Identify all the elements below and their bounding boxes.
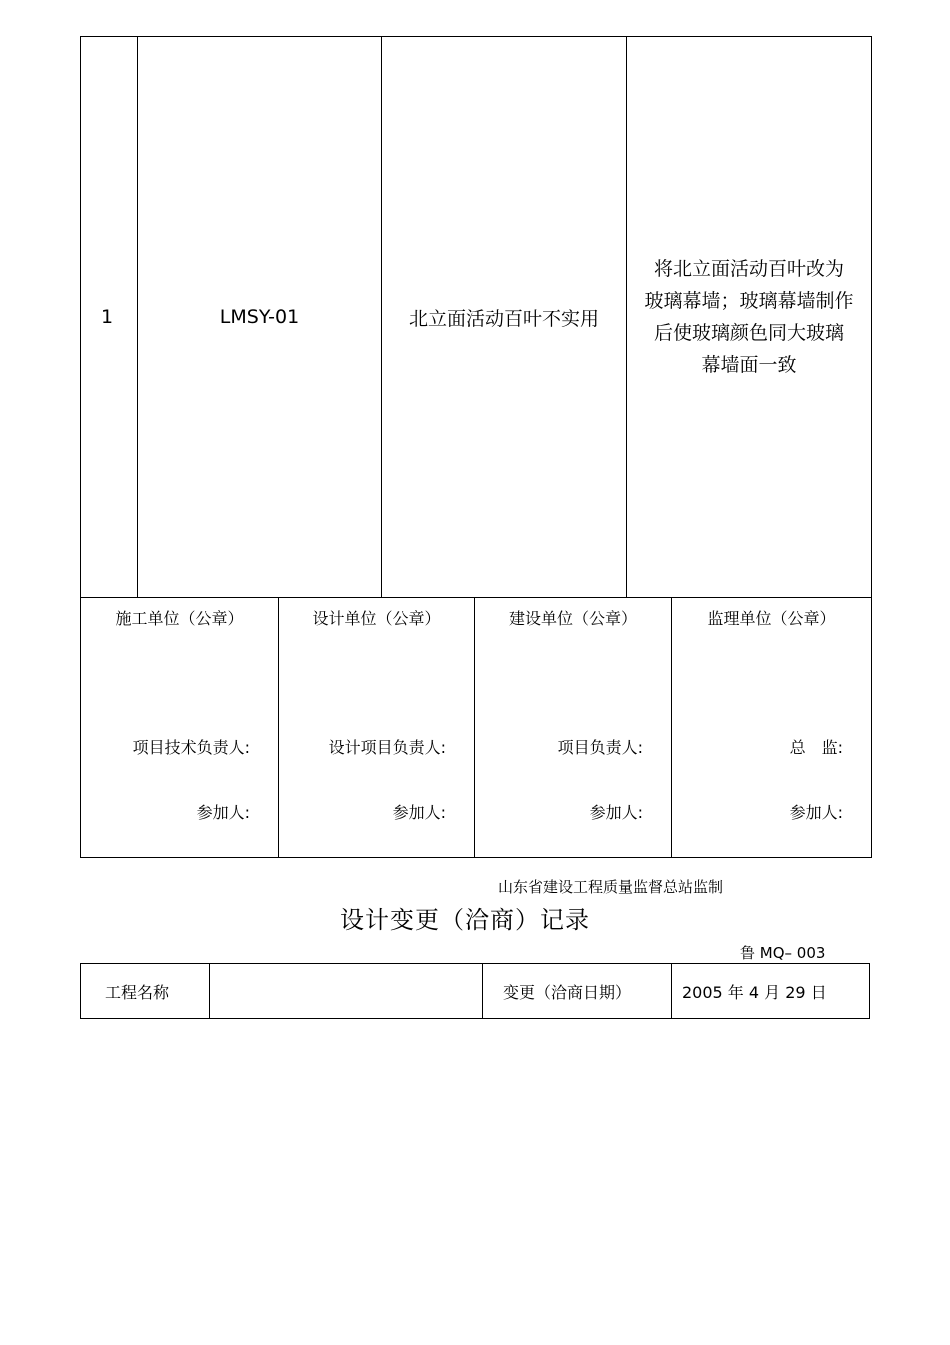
change-date-label: 变更（洽商日期） xyxy=(483,964,672,1019)
project-name-field[interactable] xyxy=(210,964,483,1019)
unit-seal-label: 施工单位（公章） xyxy=(115,609,244,628)
signature-cell-owner xyxy=(475,598,672,858)
change-issue: 北立面活动百叶不实用 xyxy=(382,37,627,598)
participants-label: 参加人: xyxy=(789,803,843,822)
participants-label: 参加人: xyxy=(196,803,250,822)
drawing-number: LMSY-01 xyxy=(138,37,382,598)
unit-seal-label: 监理单位（公章） xyxy=(707,609,836,628)
signature-cell-design xyxy=(279,598,475,858)
participants-label: 参加人: xyxy=(589,803,643,822)
row-number: 1 xyxy=(81,37,138,598)
table-row xyxy=(81,37,872,598)
document-title: 设计变更（洽商）记录 xyxy=(340,906,590,934)
change-record-table xyxy=(80,36,872,598)
responsible-person-label: 项目负责人: xyxy=(557,738,643,757)
responsible-person-label: 项目技术负责人: xyxy=(132,738,250,757)
change-line: 将北立面活动百叶改为 xyxy=(653,258,844,280)
signature-cell-construction xyxy=(81,598,279,858)
signature-table xyxy=(80,597,872,858)
responsible-person-label: 设计项目负责人: xyxy=(328,738,446,757)
project-name-label: 工程名称 xyxy=(81,964,210,1019)
change-line: 玻璃幕墙；玻璃幕墙制作 xyxy=(644,290,854,312)
signature-cell-supervision xyxy=(672,598,872,858)
unit-seal-label: 建设单位（公章） xyxy=(508,609,637,628)
supervisor-text: 山东省建设工程质量监督总站监制 xyxy=(498,878,724,896)
change-content xyxy=(627,37,872,598)
form-number: 鲁 MQ– 003 xyxy=(740,944,826,962)
participants-label: 参加人: xyxy=(392,803,446,822)
change-line: 幕墙面一致 xyxy=(701,354,797,376)
unit-seal-label: 设计单位（公章） xyxy=(312,609,441,628)
change-line: 后使玻璃颜色同大玻璃 xyxy=(653,322,844,344)
responsible-person-label: 总 监: xyxy=(789,738,843,757)
change-date-value[interactable]: 2005 年 4 月 29 日 xyxy=(672,964,870,1019)
project-info-table xyxy=(80,963,870,1019)
